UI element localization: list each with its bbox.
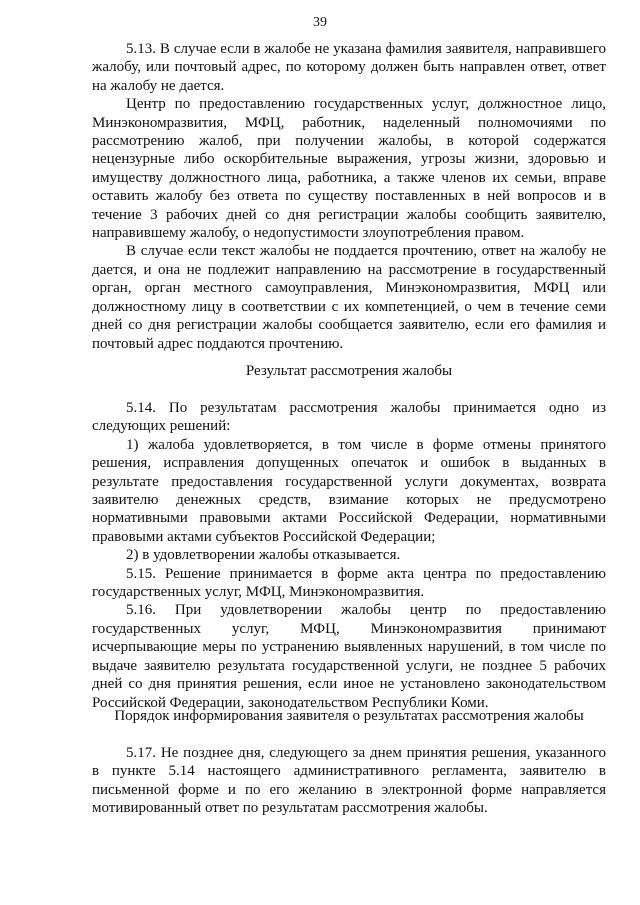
section-heading-result: Результат рассмотрения жалобы [245, 363, 453, 379]
section-5-13 [92, 40, 606, 353]
section-5-14-to-5-16 [92, 399, 606, 712]
paragraph-5-14-intro: 5.14. По результатам рассмотрения жалобы принимается одно из следующих решений: [92, 400, 606, 435]
paragraph-5-17: 5.17. Не позднее дня, следующего за днем принятия решения, указанного в пункте 5.14 настоящего административного регламента, заявителю в письменной форме и по его желанию в электронной форме направляется мотивированный ответ по результатам рассмотрения жалобы. [92, 745, 606, 817]
list-item-rejected: 2) в удовлетворении жалобы отказывается. [126, 547, 401, 564]
paragraph-5-16: 5.16. При удовлетворении жалобы центр по предоставлению государственных услуг, МФЦ, Минэкономразвития принимают исчерпывающие меры по устранению выявленных нарушений, в том числе по выдаче заявителю результата государственной услуги, не позднее 5 рабочих дней со дня принятия решения, если иное не установлено законодательством Российской Федерации, законодательством Республики Коми. [92, 602, 606, 711]
heading-inform-block [92, 707, 606, 725]
paragraph-5-13: 5.13. В случае если в жалобе не указана фамилия заявителя, направившего жалобу, или почтовый адрес, по которому должен быть направлен ответ, ответ на жалобу не дается. [92, 41, 606, 94]
paragraph-5-15: 5.15. Решение принимается в форме акта центра по предоставлению государственных услуг, МФЦ, Минэкономразвития. [92, 565, 606, 601]
paragraph-unreadable-complaint: В случае если текст жалобы не поддается прочтению, ответ на жалобу не дается, и она не подлежит направлению на рассмотрение в государственный орган, орган местного самоуправления, Минэкономразвития, МФЦ или должностному лицу в соответствии с их компетенцией, о чем в течение семи дней со дня регистрации жалобы сообщается заявителю, если его фамилия и почтовый адрес поддаются прочтению. [92, 243, 606, 352]
section-5-17 [92, 744, 606, 818]
section-heading-inform: Порядок информирования заявителя о результатах рассмотрения жалобы [114, 708, 584, 724]
paragraph-obscene-complaint: Центр по предоставлению государственных услуг, должностное лицо, Минэкономразвития, МФЦ, работник, наделенный полномочиями по рассмотрению жалоб, при получении жалобы, в которой содержатся нецензурные либо оскорбительные выражения, угрозы жизни, здоровью и имуществу должностного лица, работника, а также членов их семьи, вправе оставить жалобу без ответа по существу поставленных в ней вопросов и в течение 3 рабочих дней со дня регистрации жалобы сообщить заявителю, направившему жалобу, о недопустимости злоупотребления правом. [92, 96, 606, 242]
list-item-satisfied: 1) жалоба удовлетворяется, в том числе в форме отмены принятого решения, исправления допущенных опечаток и ошибок в выданных в результате предоставления государственной услуги документах, возврата заявителю денежных средств, взимание которых не предусмотрено нормативными правовыми актами Российской Федерации, нормативными правовыми актами субъектов Российской Федерации; [92, 436, 606, 545]
heading-result-block [92, 362, 606, 380]
page-number: 39 [313, 15, 327, 30]
